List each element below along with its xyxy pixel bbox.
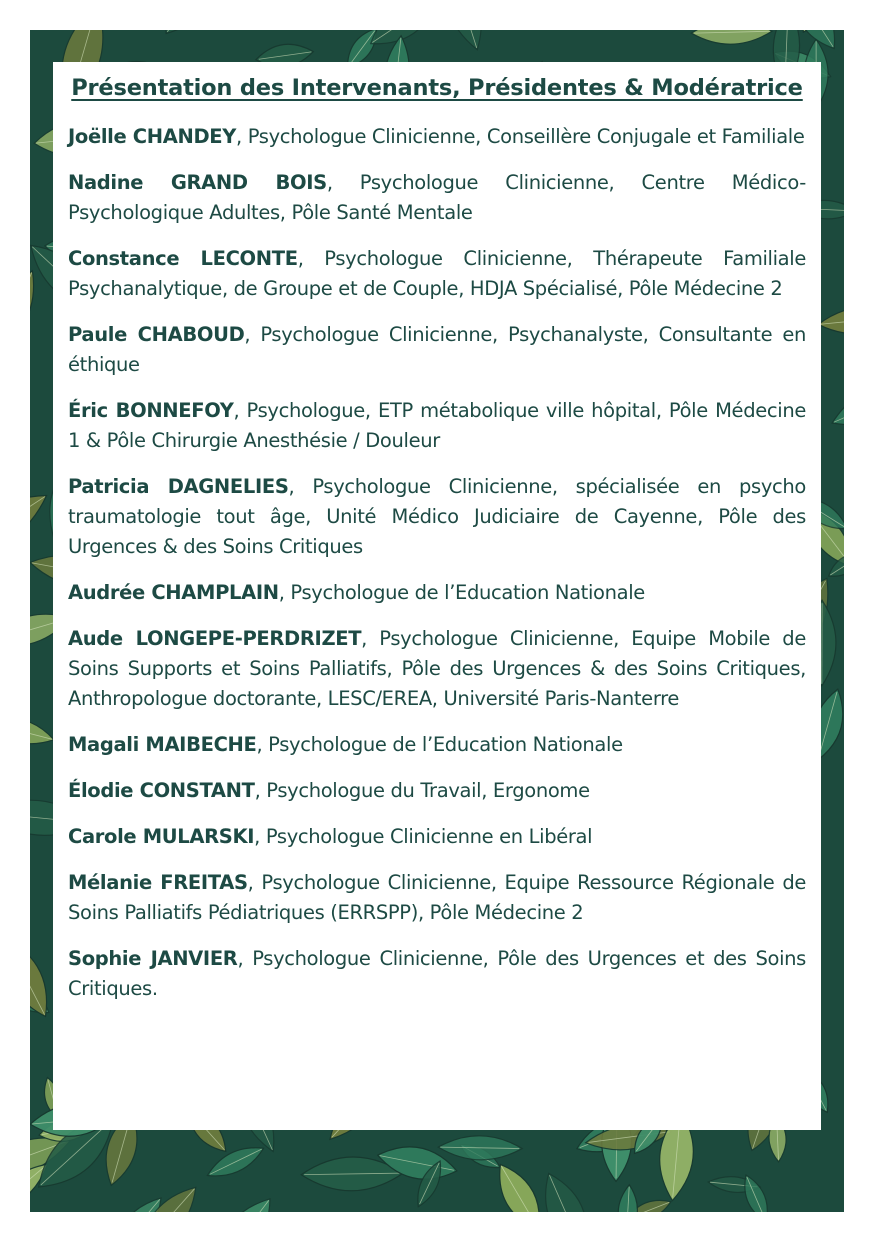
speaker-entry	[68, 244, 806, 304]
speaker-name: Élodie CONSTANT	[68, 779, 255, 802]
speaker-name: Audrée CHAMPLAIN	[68, 581, 279, 604]
speaker-entry	[68, 578, 806, 608]
speaker-entry	[68, 868, 806, 928]
speaker-entry	[68, 396, 806, 456]
speaker-entry	[68, 944, 806, 1004]
speaker-description: , Psychologue, ETP métabolique ville hôpital, Pôle Médecine 1 & Pôle Chirurgie Anesthésie / Douleur	[68, 399, 806, 452]
speaker-list	[68, 122, 806, 1004]
speaker-description: , Psychologue Clinicienne, Conseillère Conjugale et Familiale	[236, 125, 805, 148]
speaker-entry	[68, 168, 806, 228]
speaker-name: Constance LECONTE	[68, 247, 298, 270]
speaker-description: , Psychologue Clinicienne, Equipe Ressource Régionale de Soins Palliatifs Pédiatriques (ERRSPP), Pôle Médecine 2	[68, 871, 806, 924]
page-title: Présentation des Intervenants, Présidentes & Modératrice	[71, 75, 803, 101]
speaker-description: , Psychologue du Travail, Ergonome	[254, 779, 590, 802]
speaker-description: , Psychologue Clinicienne, Equipe Mobile de Soins Supports et Soins Palliatifs, Pôle des Urgences & des Soins Critiques, Anthropologue doctorante, LESC/EREA, Université Paris-Nanterre	[68, 627, 806, 710]
speaker-name: Sophie JANVIER	[68, 947, 238, 970]
speaker-entry	[68, 776, 806, 806]
speaker-name: Magali MAIBECHE	[68, 733, 257, 756]
content-card	[53, 62, 821, 1130]
speaker-name: Carole MULARSKI	[68, 825, 255, 848]
speaker-description: , Psychologue de l’Education Nationale	[256, 733, 623, 756]
speaker-description: , Psychologue Clinicienne, Centre Médico-Psychologique Adultes, Pôle Santé Mentale	[68, 171, 806, 224]
speaker-name: Aude LONGEPE-PERDRIZET	[68, 627, 362, 650]
speaker-description: , Psychologue Clinicienne, Thérapeute Familiale Psychanalytique, de Groupe et de Couple, HDJA Spécialisé, Pôle Médecine 2	[68, 247, 806, 300]
speaker-entry	[68, 730, 806, 760]
speaker-entry	[68, 624, 806, 714]
speaker-name: Mélanie FREITAS	[68, 871, 248, 894]
speaker-description: , Psychologue Clinicienne en Libéral	[254, 825, 593, 848]
speaker-description: , Psychologue Clinicienne, Pôle des Urgences et des Soins Critiques.	[68, 947, 806, 1000]
speaker-description: , Psychologue Clinicienne, spécialisée en psycho traumatologie tout âge, Unité Médico Judiciaire de Cayenne, Pôle des Urgences & des Soins Critiques	[68, 475, 806, 558]
speaker-entry	[68, 472, 806, 562]
speaker-name: Paule CHABOUD	[68, 323, 245, 346]
speaker-entry	[68, 122, 806, 152]
speaker-name: Éric BONNEFOY	[68, 399, 234, 422]
speaker-entry	[68, 320, 806, 380]
speaker-description: , Psychologue de l’Education Nationale	[278, 581, 645, 604]
speaker-name: Nadine GRAND BOIS	[68, 171, 327, 194]
speaker-name: Joëlle CHANDEY	[68, 125, 237, 148]
speaker-entry	[68, 822, 806, 852]
speaker-description: , Psychologue Clinicienne, Psychanalyste, Consultante en éthique	[68, 323, 806, 376]
speaker-name: Patricia DAGNELIES	[68, 475, 289, 498]
